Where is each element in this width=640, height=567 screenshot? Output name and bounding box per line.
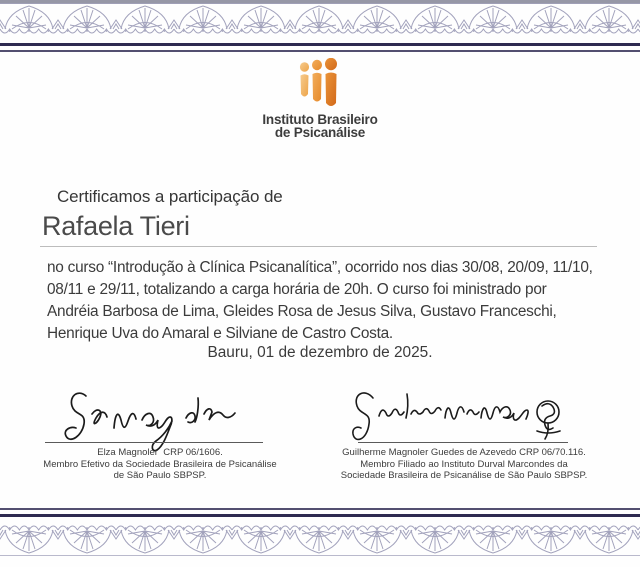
- signatory-right: [340, 447, 588, 482]
- signatory-right-role-1: Membro Filiado ao Instituto Durval Marcondes da: [360, 458, 568, 470]
- lace-border-top-icon: [0, 3, 640, 37]
- signatory-right-name: Guilherme Magnoler Guedes de Azevedo CRP 06/70.116.: [342, 447, 586, 458]
- course-line-1: no curso “Introdução à Clínica Psicanalítica”, ocorrido nos dias 30/08, 20/09, 11/10,: [47, 259, 593, 276]
- frame-line-top-thin: [0, 50, 640, 52]
- course-paragraph: [47, 257, 593, 345]
- signature-guilherme-magnoler: [345, 384, 573, 448]
- frame-line-top-thick: [0, 43, 640, 46]
- course-line-2: 08/11 e 29/11, totalizando a carga horária de 20h. O curso foi ministrado por: [47, 281, 547, 298]
- course-line-4: Henrique Uva do Amaral e Silviane de Castro Costa.: [47, 325, 393, 342]
- frame-line-bottom-thin: [0, 508, 640, 510]
- institute-name-line2: de Psicanálise: [274, 125, 366, 140]
- recipient-name: Rafaela Tieri: [42, 211, 190, 241]
- logo-figures-icon: [296, 58, 344, 110]
- institute-name-line1: Instituto Brasileiro: [262, 112, 378, 127]
- institute-name: [0, 113, 640, 139]
- signatory-left-role-1: Membro Efetivo da Sociedade Brasileira de Psicanálise: [43, 458, 277, 470]
- institute-logo: [0, 58, 640, 139]
- lace-border-bottom-icon: [0, 522, 640, 556]
- date-line: Bauru, 01 de dezembro de 2025.: [207, 344, 433, 361]
- signatory-left-role-2: de São Paulo SBPSP.: [113, 470, 207, 481]
- signatory-right-role-2: Sociedade Brasileira de Psicanálise de São Paulo SBPSP.: [340, 470, 588, 481]
- intro-text: Certificamos a participação de: [57, 187, 283, 206]
- course-line-3: Andréia Barbosa de Lima, Gleides Rosa de Jesus Silva, Gustavo Franceschi,: [47, 303, 557, 320]
- divider-rule: [40, 246, 597, 247]
- signatory-left: [30, 447, 290, 482]
- signatory-left-name: Elza Magnoler CRP 06/1606.: [97, 447, 223, 458]
- signature-rule-right: [358, 442, 568, 443]
- signature-elza-magnoler: [52, 386, 247, 448]
- frame-line-bottom-thick: [0, 514, 640, 517]
- signature-rule-left: [45, 442, 263, 443]
